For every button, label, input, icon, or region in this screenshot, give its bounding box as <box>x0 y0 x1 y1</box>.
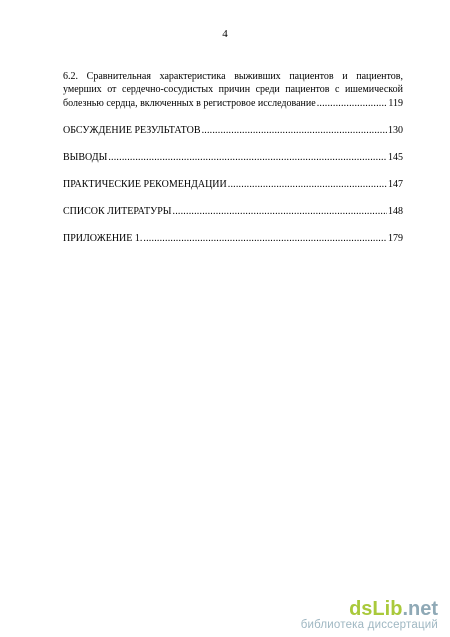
watermark-logo-part1: dsLib <box>349 598 403 620</box>
toc-entry-last-line <box>63 97 403 110</box>
toc-entry-title: СПИСОК ЛИТЕРАТУРЫ <box>63 205 172 217</box>
toc-entry-line: умерших от сердечно-сосудистых причин среди пациентов с ишемической <box>63 84 403 96</box>
page-number: 4 <box>222 28 228 40</box>
watermark <box>301 599 438 631</box>
dot-leader <box>143 232 387 245</box>
table-of-contents <box>63 70 403 245</box>
toc-page-number: 148 <box>388 205 403 217</box>
toc-entry-title: ВЫВОДЫ <box>63 152 108 164</box>
toc-page-number: 130 <box>388 125 403 137</box>
watermark-logo <box>301 599 438 619</box>
dot-leader <box>228 178 387 191</box>
watermark-subtitle: библиотека диссертаций <box>300 619 438 631</box>
toc-page-number: 145 <box>388 152 403 164</box>
toc-entry-appendix <box>63 232 403 245</box>
dot-leader <box>108 151 387 164</box>
toc-entry-line: болезнью сердца, включенных в регистровое исследование <box>63 97 316 109</box>
toc-page-number: 179 <box>388 232 403 244</box>
toc-entry-recommendations <box>63 178 403 191</box>
toc-page-number: 119 <box>388 97 403 109</box>
dot-leader <box>202 124 387 137</box>
toc-page-number: 147 <box>388 179 403 191</box>
toc-entry-title: ОБСУЖДЕНИЕ РЕЗУЛЬТАТОВ <box>63 125 201 137</box>
dot-leader <box>173 205 388 218</box>
toc-entry-conclusions <box>63 151 403 164</box>
toc-entry-references <box>63 205 403 218</box>
toc-entry-title: ПРАКТИЧЕСКИЕ РЕКОМЕНДАЦИИ <box>63 179 227 191</box>
watermark-logo-part2: .net <box>402 598 438 620</box>
dot-leader <box>317 97 388 110</box>
toc-entry-title: ПРИЛОЖЕНИЕ 1. <box>63 232 143 244</box>
toc-entry-line: 6.2. Сравнительная характеристика выживших пациентов и пациентов, <box>63 71 403 82</box>
toc-entry-6-2 <box>63 70 403 110</box>
toc-entry-discussion <box>63 124 403 137</box>
